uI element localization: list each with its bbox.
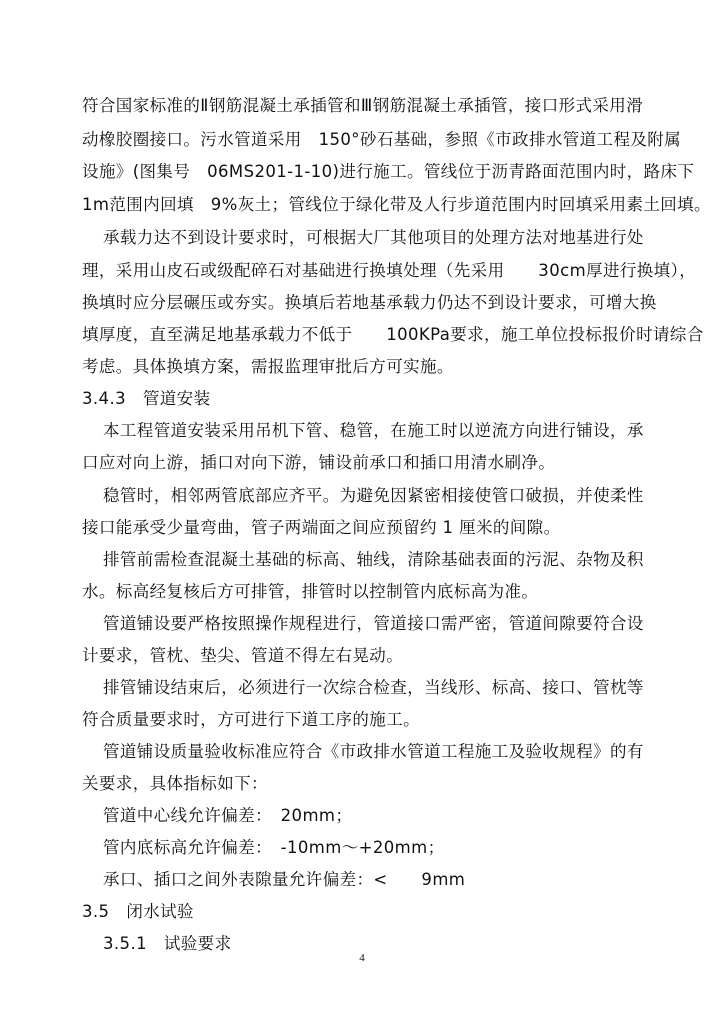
body-line: 管道铺设要严格按照操作规程进行，管道接口需严密，管道间隙要符合设	[103, 614, 644, 633]
body-line: 换填时应分层碾压或夯实。换填后若地基承载力仍达不到设计要求，可增大换	[82, 293, 657, 312]
page-number: 4	[359, 952, 365, 964]
body-line: 管道铺设质量验收标准应符合《市政排水管道工程施工及验收规程》的有	[103, 742, 644, 761]
body-line: 水。标高经复核后方可排管，排管时以控制管内底标高为准。	[82, 582, 539, 601]
body-line: 承载力达不到设计要求时，可根据大厂其他项目的处理方法对地基进行处	[103, 228, 644, 247]
subsection-heading: 3.5.1 试验要求	[103, 934, 232, 953]
body-line: 理，采用山皮石或级配碎石对基础进行换填处理（先采用 30cm厚进行换填），	[82, 261, 697, 280]
body-line: 1m范围内回填 9%灰土；管线位于绿化带及人行步道范围内时回填采用素土回填。	[82, 195, 711, 214]
body-line: 符合国家标准的Ⅱ钢筋混凝土承插管和Ⅲ钢筋混凝土承插管，接口形式采用滑	[82, 96, 644, 115]
body-line: 动橡胶圈接口。污水管道采用 150°砂石基础，参照《市政排水管道工程及附属	[82, 130, 682, 149]
body-line: 排管前需检查混凝土基础的标高、轴线，清除基础表面的污泥、杂物及积	[103, 550, 644, 569]
body-line: 本工程管道安装采用吊机下管、稳管，在施工时以逆流方向进行铺设，承	[103, 421, 644, 440]
body-line: 稳管时，相邻两管底部应齐平。为避免因紧密相接使管口破损，并使柔性	[103, 486, 644, 505]
tolerance-item: 承口、插口之间外表隙量允许偏差：< 9mm	[103, 870, 466, 889]
section-heading: 3.4.3 管道安装	[82, 389, 211, 408]
body-line: 符合质量要求时，方可进行下道工序的施工。	[82, 710, 420, 729]
body-line: 排管铺设结束后，必须进行一次综合检查，当线形、标高、接口、管枕等	[103, 678, 644, 697]
body-line: 计要求，管枕、垫尖、管道不得左右晃动。	[82, 646, 404, 665]
section-heading: 3.5 闭水试验	[82, 902, 194, 921]
tolerance-item: 管内底标高允许偏差： -10mm～+20mm；	[103, 838, 445, 857]
body-line: 接口能承受少量弯曲，管子两端面之间应预留约 1 厘米的间隙。	[82, 518, 561, 537]
body-line: 关要求，具体指标如下：	[82, 774, 268, 793]
body-line: 考虑。具体换填方案，需报监理审批后方可实施。	[82, 357, 454, 376]
body-line: 口应对向上游，插口对向下游，铺设前承口和插口用清水刷净。	[82, 453, 556, 472]
body-line: 设施》(图集号 06MS201-1-10)进行施工。管线位于沥青路面范围内时，路床下	[82, 162, 695, 181]
tolerance-item: 管道中心线允许偏差： 20mm；	[103, 806, 353, 825]
body-line: 填厚度，直至满足地基承载力不低于 100KPa要求，施工单位投标报价时请综合	[82, 325, 704, 344]
